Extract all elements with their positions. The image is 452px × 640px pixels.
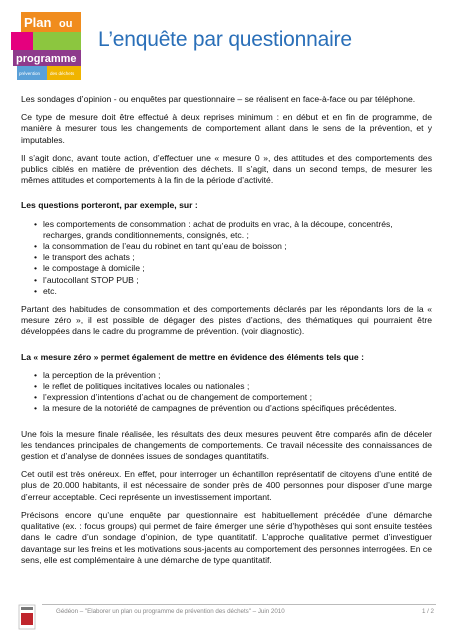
list-item: • les comportements de consommation : achat de produits en vrac, à la découpe, concentrés, recharges, grands conditionnements, consignés, etc. ;: [21, 219, 432, 241]
list-item: • la mesure de la notoriété de campagnes de prévention ou d’actions spécifiques précédentes.: [21, 403, 432, 414]
paragraph-4: Partant des habitudes de consommation et des comportements déclarés par les répondants lors de la « mesure zéro », il est possible de dégager des pistes d’actions, des thématiques qui pourraient être développées dans le cadre du programme de prévention. (voir diagnostic).: [21, 304, 432, 337]
logo-small-line-1: prévention: [19, 71, 41, 76]
footer-text: Gédéon – "Elaborer un plan ou programme de prévention des déchets" – Juin 2010: [56, 608, 285, 615]
paragraph-5: Une fois la mesure finale réalisée, les résultats des deux mesures peuvent être comparés afin de déceler les tendances principales de changements de comportements. Ce travail nécessite des connaissances de gestion et d’analyse de données issues de sondages quantitatifs.: [21, 428, 432, 462]
questions-list: [21, 219, 432, 297]
footer-divider: [42, 604, 436, 605]
list-item: • le compostage à domicile ;: [21, 263, 432, 274]
mesure-list: [21, 370, 432, 415]
logo-word-programme: programme: [16, 53, 77, 65]
page-number: 1 / 2: [421, 608, 434, 615]
list-item: • le transport des achats ;: [21, 252, 432, 263]
plan-ou-programme-logo: [7, 10, 85, 86]
list-item: • etc.: [21, 286, 432, 297]
logo-word-plan: Plan: [24, 15, 52, 30]
list-item: • la consommation de l’eau du robinet en tant qu’eau de boisson ;: [21, 241, 432, 252]
questions-heading: Les questions porteront, par exemple, sur :: [21, 200, 198, 211]
page-title: L’enquête par questionnaire: [98, 28, 352, 51]
paragraph-7: Précisons encore qu’une enquête par questionnaire est habituellement précédée d’une démarche qualitative (ex. : focus groups) qui permet de faire émerger une série d’hypothèses qui sont ensuite testées dans le cadre d’un sondage d’opinion, de type quantitatif. L’approche qualitative permet d’investiguer davantage sur les freins et les motivations sous-jacents au comportement des personnes interrogées. En ce sens, elle est complémentaire à une démarche de type quantitatif.: [21, 509, 432, 565]
page-footer: [0, 598, 452, 638]
list-item: • l’autocollant STOP PUB ;: [21, 275, 432, 286]
mesure-heading: La « mesure zéro » permet également de mettre en évidence des éléments tels que :: [21, 351, 364, 362]
list-item: • la perception de la prévention ;: [21, 370, 432, 381]
footer-logo: [18, 604, 36, 630]
paragraph-6: Cet outil est très onéreux. En effet, pour interroger un échantillon représentatif de citoyens d’une entité de plus de 20.000 habitants, il est nécessaire de sonder près de 400 personnes pour disposer d’une marge d’erreur acceptable. Ceci représente un investissement important.: [21, 469, 432, 502]
logo-word-ou: ou: [59, 18, 73, 30]
paragraph-2: Ce type de mesure doit être effectué à deux reprises minimum : en début et en fin de programme, de manière à mesurer tous les changements de comportement allant dans le sens de la prévention, et y imputables.: [21, 112, 432, 145]
paragraph-1: Les sondages d’opinion - ou enquêtes par questionnaire – se réalisent en face-à-face ou par téléphone.: [21, 94, 416, 104]
list-item: • le reflet de politiques incitatives locales ou nationales ;: [21, 381, 432, 392]
list-item: • l’expression d’intentions d’achat ou de changement de comportement ;: [21, 392, 432, 403]
logo-small-line-2: des déchets: [50, 71, 75, 76]
paragraph-3: Il s’agit donc, avant toute action, d’effectuer une « mesure 0 », des attitudes et des comportements des publics ciblés en matière de prévention des déchets. Il s’agit, dans un second temps, de mesurer les mêmes attitudes et comportements à la fin de la période d’activité.: [21, 152, 432, 186]
document-body: [21, 94, 432, 573]
